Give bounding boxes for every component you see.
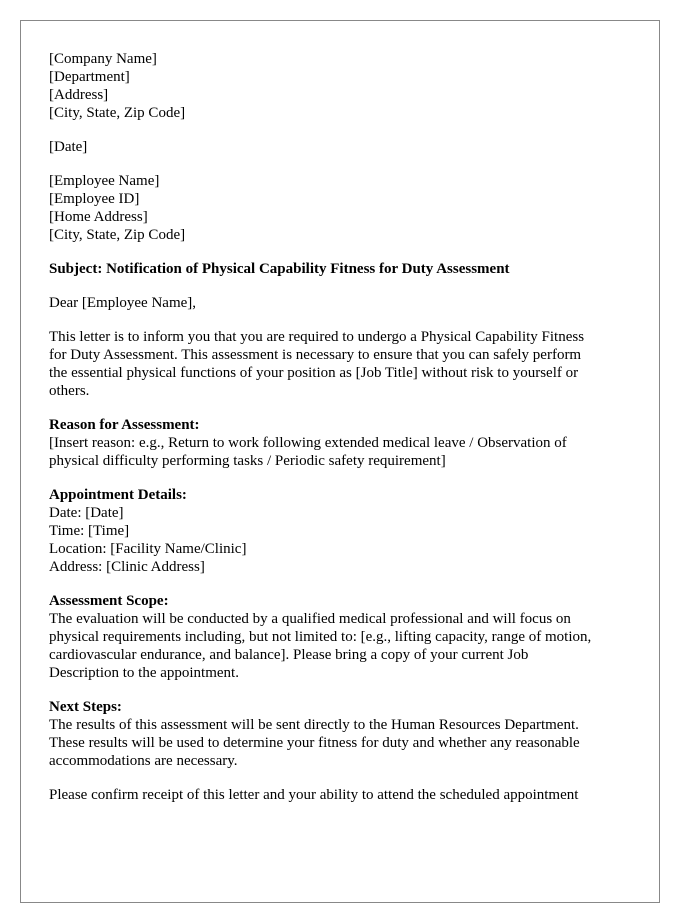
letter-body xyxy=(49,50,641,820)
intro-paragraph xyxy=(49,328,641,400)
next-steps-heading: Next Steps: xyxy=(49,699,122,715)
recipient-city: [City, State, Zip Code] xyxy=(49,227,186,243)
appointment-location: Location: [Facility Name/Clinic] xyxy=(49,541,247,557)
scope-line: The evaluation will be conducted by a qualified medical professional and will focus on xyxy=(49,611,571,627)
salutation: Dear [Employee Name], xyxy=(49,295,197,311)
scope-heading: Assessment Scope: xyxy=(49,593,169,609)
recipient-id: [Employee ID] xyxy=(49,191,140,207)
sender-company: [Company Name] xyxy=(49,51,157,67)
sender-department: [Department] xyxy=(49,69,130,85)
next-steps-section xyxy=(49,698,641,770)
closing-paragraph xyxy=(49,786,641,804)
scope-section xyxy=(49,592,641,682)
recipient-home-address: [Home Address] xyxy=(49,209,148,225)
scope-line: Description to the appointment. xyxy=(49,665,239,681)
reason-section xyxy=(49,416,641,470)
appointment-section xyxy=(49,486,641,576)
intro-line: the essential physical functions of your position as [Job Title] without risk to yourself or xyxy=(49,365,579,381)
intro-line: for Duty Assessment. This assessment is necessary to ensure that you can safely perform xyxy=(49,347,582,363)
reason-heading: Reason for Assessment: xyxy=(49,417,200,433)
appointment-date: Date: [Date] xyxy=(49,505,124,521)
scope-line: physical requirements including, but not limited to: [e.g., lifting capacity, range of motion, xyxy=(49,629,592,645)
intro-line: This letter is to inform you that you are required to undergo a Physical Capability Fitness xyxy=(49,329,585,345)
intro-line: others. xyxy=(49,383,90,399)
scope-line: cardiovascular endurance, and balance]. Please bring a copy of your current Job xyxy=(49,647,529,663)
date-block xyxy=(49,138,641,156)
appointment-heading: Appointment Details: xyxy=(49,487,187,503)
next-steps-line: The results of this assessment will be sent directly to the Human Resources Department. xyxy=(49,717,579,733)
recipient-name: [Employee Name] xyxy=(49,173,160,189)
sender-address: [Address] xyxy=(49,87,109,103)
sender-city: [City, State, Zip Code] xyxy=(49,105,186,121)
letter-date: [Date] xyxy=(49,139,88,155)
subject-line: Subject: Notification of Physical Capability Fitness for Duty Assessment xyxy=(49,261,510,277)
reason-line: physical difficulty performing tasks / Periodic safety requirement] xyxy=(49,453,446,469)
reason-line: [Insert reason: e.g., Return to work following extended medical leave / Observation of xyxy=(49,435,567,451)
next-steps-line: These results will be used to determine your fitness for duty and whether any reasonable xyxy=(49,735,580,751)
closing-line: Please confirm receipt of this letter and your ability to attend the scheduled appointment xyxy=(49,787,579,803)
next-steps-line: accommodations are necessary. xyxy=(49,753,238,769)
sender-block xyxy=(49,50,641,122)
letter-page xyxy=(20,20,660,903)
recipient-block xyxy=(49,172,641,244)
appointment-time: Time: [Time] xyxy=(49,523,130,539)
appointment-address: Address: [Clinic Address] xyxy=(49,559,205,575)
